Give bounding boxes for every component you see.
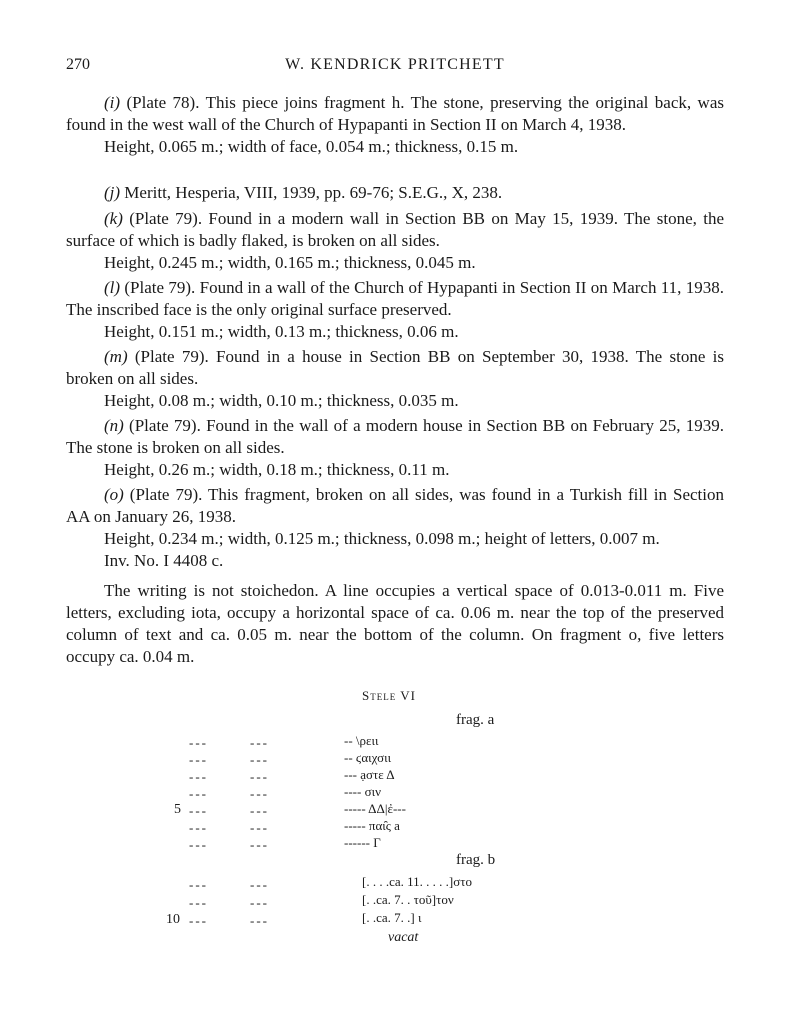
line-number-5: 5 (174, 802, 181, 817)
entry-text: (Plate 79). Found in a wall of the Church of Hypapanti in Section ΙΙ on March 11, 1938. The inscribed face is the only original surface preserved. (66, 278, 724, 319)
entry-measure: Height, 0.151 m.; width, 0.13 m.; thickness, 0.06 m. (104, 322, 459, 341)
inscription-line: ----- ΔΔ|ἐ--- (344, 801, 406, 816)
entry-inventory: Inv. No. I 4408 c. (104, 551, 224, 570)
entry-measure: Height, 0.26 m.; width, 0.18 m.; thickness, 0.11 m. (104, 460, 450, 479)
inscription-line: -- \ρειι (344, 733, 379, 748)
column-dash: --- (250, 877, 269, 892)
inscription-line: ---- σιν (344, 784, 381, 799)
stele-title: Stele VI (362, 688, 416, 703)
column-dash: --- (189, 752, 208, 767)
entry-i (66, 92, 724, 158)
entry-label: (j) (104, 183, 121, 202)
frag-a-label: frag. a (456, 712, 495, 728)
entry-label: (o) (104, 485, 124, 504)
inscription-line: ------ Γ (344, 835, 381, 850)
entry-k (66, 208, 724, 274)
entry-text: (Plate 79). Found in a modern wall in Section ΒΒ on May 15, 1939. The stone, the surface of which is badly flaked, is broken on all sides. (66, 209, 724, 250)
entry-label: (k) (104, 209, 123, 228)
entry-l (66, 277, 724, 343)
column-dash: --- (189, 769, 208, 784)
column-dash: --- (189, 820, 208, 835)
column-dash: --- (250, 735, 269, 750)
running-head: W. KENDRICK PRITCHETT (285, 56, 505, 73)
entry-o (66, 484, 724, 572)
entry-measure: Height, 0.234 m.; width, 0.125 m.; thickness, 0.098 m.; height of letters, 0.007 m. (104, 529, 660, 548)
entry-j (66, 182, 724, 204)
entry-text: (Plate 79). This fragment, broken on all sides, was found in a Turkish fill in Section AA on January 26, 1938. (66, 485, 724, 526)
entry-label: (i) (104, 93, 121, 112)
column-dash: --- (189, 877, 208, 892)
column-dash: --- (189, 837, 208, 852)
entry-text: (Plate 79). Found in the wall of a modern house in Section ΒΒ on February 25, 1939. The stone is broken on all sides. (66, 416, 724, 457)
column-dash: --- (250, 837, 269, 852)
frag-b-label: frag. b (456, 852, 496, 868)
column-dash: --- (250, 913, 269, 928)
column-dash: --- (189, 895, 208, 910)
column-dash: --- (250, 803, 269, 818)
vacat-label: vacat (388, 930, 419, 945)
page-number: 270 (66, 56, 90, 73)
column-dash: --- (250, 786, 269, 801)
entry-n (66, 415, 724, 481)
inscription-line: ----- παι̑ς a (344, 818, 400, 833)
column-dash: --- (189, 913, 208, 928)
column-dash: --- (189, 803, 208, 818)
writing-paragraph (66, 580, 724, 668)
column-dash: --- (250, 820, 269, 835)
column-dash: --- (189, 735, 208, 750)
column-dash: --- (250, 769, 269, 784)
paragraph-text: The writing is not stoichedon. A line occupies a vertical space of 0.013-0.011 m. Five letters, excluding iota, occupy a horizontal space of ca. 0.06 m. near the top of the preserved column of text and ca. 0.05 m. near the bottom of the column. On fragment o, five letters occupy ca. 0.04 m. (66, 581, 724, 666)
entry-measure: Height, 0.08 m.; width, 0.10 m.; thickness, 0.035 m. (104, 391, 459, 410)
entry-m (66, 346, 724, 412)
inscription-line: [. . . .ca. 11. . . . .]στο (362, 874, 472, 889)
entry-text: Meritt, Hesperia, VIII, 1939, pp. 69-76; S.E.G., X, 238. (120, 183, 503, 202)
line-number-10: 10 (166, 912, 180, 927)
column-dash: --- (250, 752, 269, 767)
entry-measure: Height, 0.245 m.; width, 0.165 m.; thickness, 0.045 m. (104, 253, 476, 272)
entry-label: (n) (104, 416, 124, 435)
entry-measure: Height, 0.065 m.; width of face, 0.054 m.; thickness, 0.15 m. (104, 137, 519, 156)
entry-text: (Plate 79). Found in a house in Section ΒΒ on September 30, 1938. The stone is broken on all sides. (66, 347, 724, 388)
inscription-line: [. .ca. 7. . τοῦ]τον (362, 892, 454, 907)
column-dash: --- (189, 786, 208, 801)
page-header (66, 56, 724, 76)
inscription-line: [. .ca. 7. .] ι (362, 910, 422, 925)
inscription-line: -- ϛαιχσιι (344, 750, 392, 765)
entry-text: (Plate 78). This piece joins fragment h. The stone, preserving the original back, was found in the west wall of the Church of Hypapanti in Section ΙΙ on March 4, 1938. (66, 93, 724, 134)
column-dash: --- (250, 895, 269, 910)
inscription-line: --- ạστε Δ (344, 767, 395, 782)
entry-label: (m) (104, 347, 128, 366)
entry-label: (l) (104, 278, 121, 297)
